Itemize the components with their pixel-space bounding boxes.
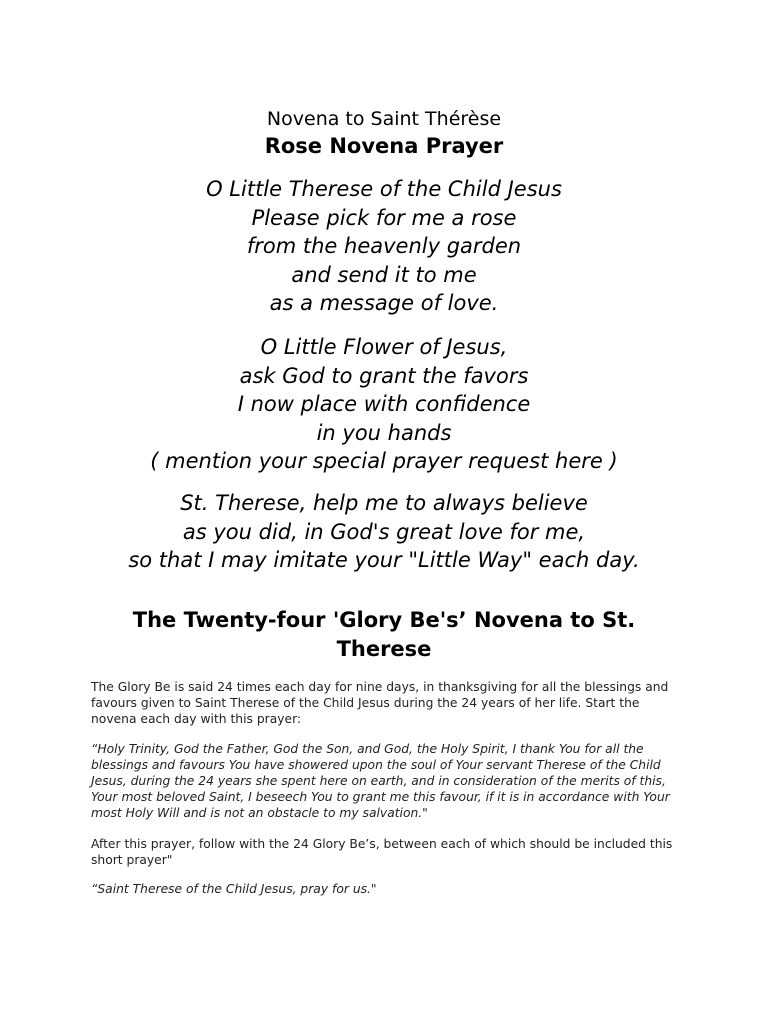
- prayer-stanza-3: [0, 489, 768, 575]
- prayer-line: ask God to grant the favors: [239, 363, 529, 388]
- prayer-line: as you did, in God's great love for me,: [182, 519, 586, 544]
- novena-prayer-paragraph: “Holy Trinity, God the Father, God the Son, and God, the Holy Spirit, I thank You for all the blessings and favours You have showered upon the soul of Your servant Therese of the Child Jesus, during the 24 years she spent here on earth, and in consideration of the merits of this, Your most beloved Saint, I beseech You to grant me this favour, if it is in accordance with Your most Holy Will and is not an obstacle to my salvation.": [91, 742, 670, 820]
- prayer-line: from the heavenly garden: [246, 234, 522, 258]
- prayer-line: in you hands: [316, 420, 452, 445]
- prayer-line: O Little Flower of Jesus,: [260, 335, 508, 359]
- prayer-line: O Little Therese of the Child Jesus: [206, 177, 562, 201]
- prayer-line: I now place with confidence: [237, 392, 531, 416]
- prayer-line: St. Therese, help me to always believe: [180, 491, 588, 515]
- prayer-line: Please pick for me a rose: [251, 205, 517, 230]
- document-subtitle: Rose Novena Prayer: [264, 134, 504, 158]
- prayer-line: as a message of love.: [269, 291, 499, 315]
- prayer-line: so that I may imitate your "Little Way" each day.: [128, 548, 640, 572]
- followup-paragraph: After this prayer, follow with the 24 Glory Be’s, between each of which should be included this short prayer": [91, 837, 673, 867]
- prayer-stanza-2: [0, 333, 768, 476]
- prayer-stanza-1: [0, 175, 768, 318]
- prayer-line: and send it to me: [291, 262, 477, 287]
- intro-paragraph: The Glory Be is said 24 times each day for nine days, in thanksgiving for all the blessings and favours given to Saint Therese of the Child Jesus during the 24 years of her life. Start the novena each day with this prayer:: [91, 680, 669, 726]
- document-title: Novena to Saint Thérèse: [266, 108, 502, 130]
- short-prayer-paragraph: “Saint Therese of the Child Jesus, pray for us.": [91, 882, 377, 896]
- prayer-line: ( mention your special prayer request here ): [150, 449, 618, 473]
- section-heading: The Twenty-four 'Glory Be's’ Novena to St. Therese: [132, 608, 636, 661]
